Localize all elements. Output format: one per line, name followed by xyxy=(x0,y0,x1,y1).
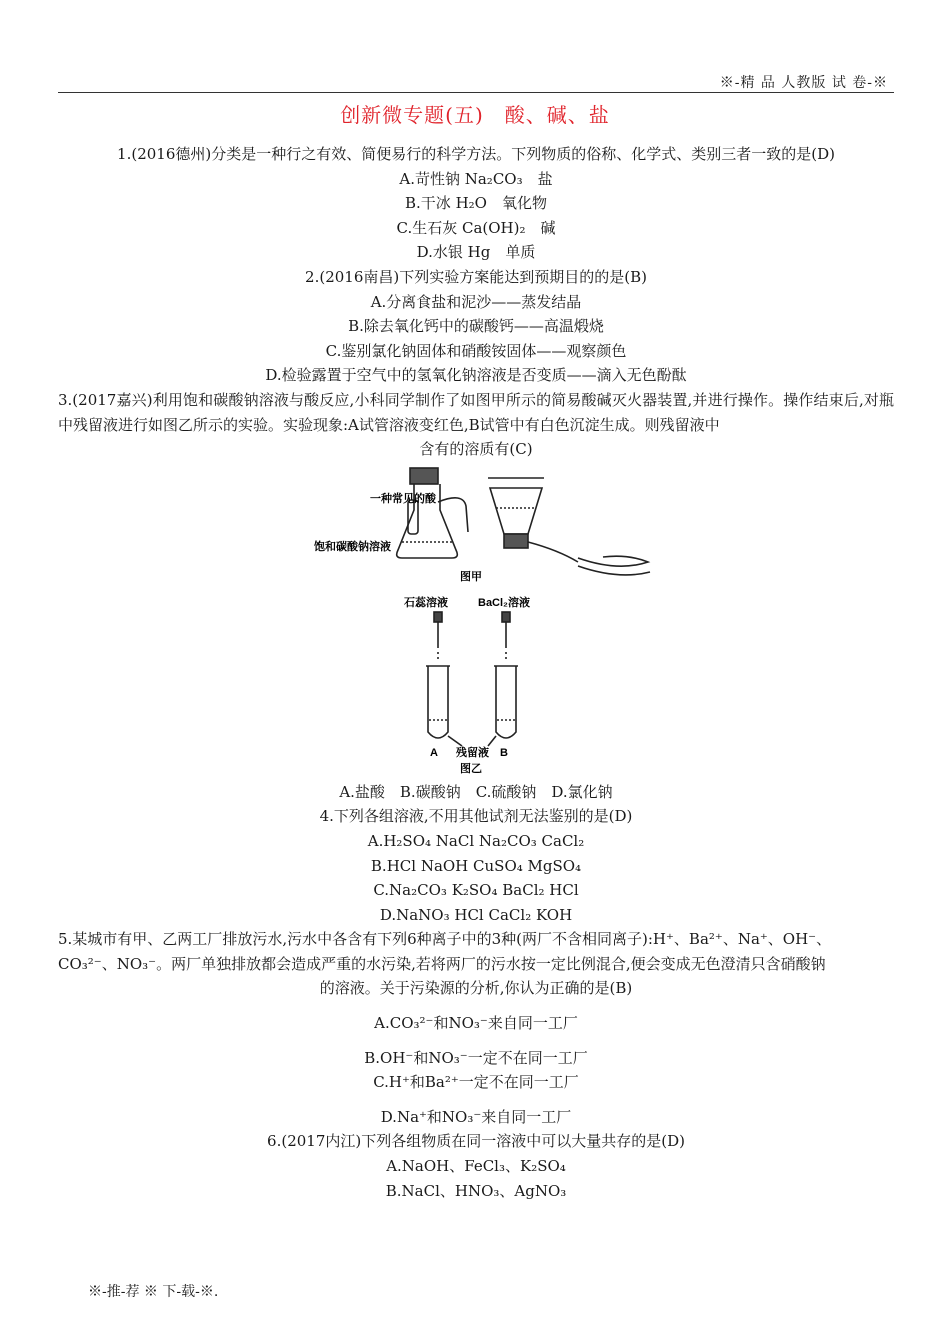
text-line: A.H₂SO₄ NaCl Na₂CO₃ CaCl₂ xyxy=(367,831,585,850)
text-line: 含有的溶质有(C) xyxy=(419,440,533,459)
caption-figure-a: 图甲 xyxy=(460,570,482,583)
text-line: C.鉴别氯化钠固体和硝酸铵固体——观察颜色 xyxy=(325,341,627,360)
label-acid: 一种常见的酸 xyxy=(370,492,436,505)
text-line: A.CO₃²⁻和NO₃⁻来自同一工厂 xyxy=(374,1014,578,1033)
text-line: 1.(2016德州)分类是一种行之有效、简便易行的科学方法。下列物质的俗称、化学式、类别三者一致的是(D) xyxy=(117,145,835,163)
test-tubes xyxy=(426,666,518,746)
text-line: CO₃²⁻、NO₃⁻。两厂单独排放都会造成严重的水污染,若将两厂的污水按一定比例混合,便会变成无色澄清只含硝酸钠 xyxy=(58,954,826,973)
text-line: 6.(2017内江)下列各组物质在同一溶液中可以大量共存的是(D) xyxy=(267,1132,685,1151)
label-solution: 饱和碳酸钠溶液 xyxy=(314,540,391,553)
text-line: A.苛性钠 Na₂CO₃ 盐 xyxy=(399,169,553,188)
question-block-2 xyxy=(58,780,894,1204)
label-residue: 残留液 xyxy=(456,746,489,759)
text-line: D.NaNO₃ HCl CaCl₂ KOH xyxy=(379,905,573,924)
text-line: A.NaOH、FeCl₃、K₂SO₄ xyxy=(386,1157,566,1176)
document-body xyxy=(58,142,894,1203)
text-paragraph: 3.(2017嘉兴)利用饱和碳酸钠溶液与酸反应,小科同学制作了如图甲所示的简易酸碱灭火器装置,并进行操作。操作结束后,对瓶中残留液进行如图乙所示的实验。实验现象:A试管溶液变红色,B试管中有白色沉淀生成。则残留液中 xyxy=(58,390,894,434)
label-litmus: 石蕊溶液 xyxy=(404,596,448,609)
page-header: ※-精 品 人教版 试 卷-※ xyxy=(719,75,888,91)
text-line: D.检验露置于空气中的氢氧化钠溶液是否变质——滴入无色酚酞 xyxy=(265,366,687,385)
label-bacl2: BaCl₂溶液 xyxy=(478,596,530,609)
caption-figure-b: 图乙 xyxy=(460,762,482,775)
experiment-figure xyxy=(58,462,894,780)
header-divider xyxy=(58,92,894,93)
text-line: 5.某城市有甲、乙两工厂排放污水,污水中各含有下列6种离子中的3种(两厂不含相同离子):H⁺、Ba²⁺、Na⁺、OH⁻、 xyxy=(58,930,832,949)
text-line: A.分离食盐和泥沙——蒸发结晶 xyxy=(370,292,582,311)
flask-apparatus xyxy=(397,468,468,558)
text-line: B.干冰 H₂O 氧化物 xyxy=(405,194,547,213)
text-line: B.NaCl、HNO₃、AgNO₃ xyxy=(385,1181,567,1200)
text-line: B.OH⁻和NO₃⁻一定不在同一工厂 xyxy=(364,1048,588,1067)
text-line: 的溶液。关于污染源的分析,你认为正确的是(B) xyxy=(319,979,633,998)
droppers xyxy=(434,612,510,662)
text-line: B.除去氧化钙中的碳酸钙——高温煅烧 xyxy=(348,317,604,336)
label-tube-b: B xyxy=(500,746,508,759)
label-tube-a: A xyxy=(430,746,438,759)
text-line: B.HCl NaOH CuSO₄ MgSO₄ xyxy=(370,856,582,875)
page-footer: ※-推-荐 ※ 下-载-※. xyxy=(88,1284,219,1300)
text-line: D.Na⁺和NO₃⁻来自同一工厂 xyxy=(380,1107,572,1126)
text-line: 2.(2016南昌)下列实验方案能达到预期目的的是(B) xyxy=(305,267,647,286)
text-line: 4.下列各组溶液,不用其他试剂无法鉴别的是(D) xyxy=(319,807,633,826)
extinguisher-apparatus xyxy=(488,478,650,575)
page-title: 创新微专题(五) 酸、碱、盐 xyxy=(340,103,610,127)
text-line: C.H⁺和Ba²⁺一定不在同一工厂 xyxy=(373,1073,579,1092)
text-line: C.生石灰 Ca(OH)₂ 碱 xyxy=(396,218,556,237)
question-block-1 xyxy=(58,142,894,462)
text-line: C.Na₂CO₃ K₂SO₄ BaCl₂ HCl xyxy=(373,881,579,900)
text-line: A.盐酸 B.碳酸钠 C.硫酸钠 D.氯化钠 xyxy=(339,782,613,801)
text-line: D.水银 Hg 单质 xyxy=(416,243,536,262)
apparatus-illustration xyxy=(58,462,894,780)
